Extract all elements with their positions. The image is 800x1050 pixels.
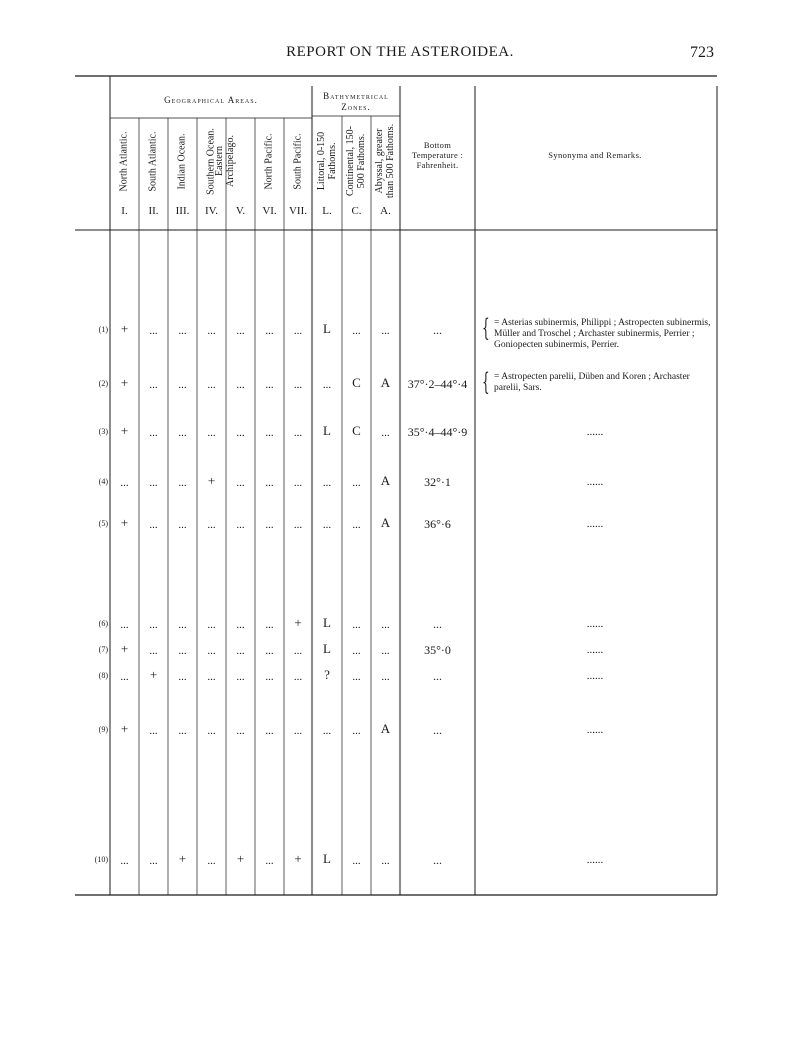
table-cell: ... [207,379,216,391]
col-littoral: Littoral, 0-150 Fathoms. [316,131,338,191]
table-cell: ... [265,619,274,631]
table-cell: A [380,473,391,488]
brace-glyph: { [482,368,490,396]
row-number: (1) [98,325,108,334]
table-cell: C [352,423,361,438]
row-number: (5) [98,519,108,528]
table-cell: ... [178,325,187,337]
col-south-atlantic: South Atlantic. [147,131,159,192]
table-cell: A [380,375,391,390]
table-cell: ... [236,519,245,531]
table-cell: ... [207,619,216,631]
table-cell: ... [207,645,216,657]
table-cell: ... [265,725,274,737]
col-southern-ocean: Southern Ocean. [205,128,217,195]
bathy-zones-header: Bathymetrical Zones. [323,91,389,112]
table-cell: ... [293,671,303,683]
table-cell: ... [265,855,274,867]
table-cell: ... [207,325,216,337]
table-cell: ... [236,619,245,631]
table-cell: ... [293,645,303,657]
table-cell: + [120,721,129,736]
remark-text: = Asterias subinermis, Philippi ; Astropecten subinermis, Müller and Troschel ; Archaster subinermis, Perrier ; Goniopecten subinermis, Perrier. [494,318,711,350]
table-cell: ... [149,725,158,737]
remarks-placeholder: ...... [586,476,604,488]
row-number: (6) [98,619,108,628]
table-cell: ... [352,855,361,867]
table-cell: ? [324,667,330,682]
table-cell: ... [120,855,129,867]
table-cell: + [120,515,129,530]
page-number: 723 [690,44,714,61]
numeral-south-atlantic: II. [148,205,159,217]
table-cell: ... [265,325,274,337]
table-cell: ... [236,379,245,391]
bottom-temperature-value: 36°·6 [424,517,451,531]
table-cell: ... [381,619,390,631]
table-cell: ... [178,477,187,489]
bottom-temperature-value: 35°·0 [424,643,451,657]
bottom-temperature-value: 37°·2–44°·4 [407,377,468,391]
table-cell: ... [207,725,216,737]
numeral-indian-ocean: III. [175,205,190,217]
table-cell: ... [178,519,187,531]
numeral-north-atlantic: I. [121,205,128,217]
numeral-south-pacific: VII. [288,205,308,217]
brace-glyph: { [482,314,490,342]
table-cell: ... [207,519,216,531]
table-cell: ... [381,325,390,337]
table-cell: ... [207,671,216,683]
bottom-temperature-value: 32°·1 [424,475,451,489]
table-cell: ... [236,427,245,439]
table-cell: ... [178,645,187,657]
table-cell: ... [265,379,274,391]
table-cell: ... [178,619,187,631]
bottom-temperature-value: ... [433,323,442,337]
remarks-placeholder: ...... [586,854,604,866]
numeral-southern-ocean: IV. [205,205,218,217]
table-cell: ... [149,619,158,631]
synonyma-remarks-header: Synonyma and Remarks. [548,150,642,160]
table-cell: ... [381,855,390,867]
remarks-placeholder: ...... [586,724,604,736]
table-cell: ... [265,645,274,657]
table-cell: + [178,851,187,866]
table-cell: ... [352,725,361,737]
table-cell: ... [207,855,216,867]
table-cell: + [207,473,216,488]
table-cell: ... [149,325,158,337]
table-cell: ... [149,477,158,489]
table-cell: ... [120,619,129,631]
bottom-temperature-value: ... [433,617,442,631]
remarks-placeholder: ...... [586,670,604,682]
row-number: (10) [94,855,108,864]
col-north-pacific: North Pacific. [263,133,275,190]
table-cell: ... [178,427,187,439]
table-cell: ... [352,519,361,531]
table-cell: ... [293,325,303,337]
table-cell: + [236,851,245,866]
remarks-placeholder: ...... [586,518,604,530]
row-number: (9) [98,725,108,734]
geo-areas-header: Geographical Areas. [164,95,258,105]
row-number: (8) [98,671,108,680]
table-cell: ... [265,427,274,439]
table-cell: + [120,375,129,390]
synonym-remark [482,314,714,351]
numeral-north-pacific: VI. [262,205,277,217]
remarks-placeholder: ...... [586,618,604,630]
table-cell: ... [120,671,129,683]
table-cell: ... [322,379,332,391]
table-cell: ... [352,645,361,657]
table-cell: L [323,423,331,438]
table-cell: + [149,667,158,682]
bottom-temperature-header: Bottom Temperature : Fahrenheit. [411,140,464,170]
bottom-temperature-value: ... [433,853,442,867]
table-cell: ... [381,671,390,683]
col-south-pacific: South Pacific. [292,133,304,190]
col-abyssal: Abyssal, greater than 500 Fathoms. [374,123,396,199]
table-cell: ... [293,477,303,489]
table-cell: C [352,375,361,390]
table-cell: ... [265,477,274,489]
numeral-littoral: L. [322,205,332,217]
table-cell: ... [149,379,158,391]
row-number: (7) [98,645,108,654]
table-cell: ... [236,645,245,657]
table-cell: ... [207,427,216,439]
table-cell: ... [149,427,158,439]
table-cell: ... [352,619,361,631]
col-continental: Continental, 150-500 Fathoms. [345,126,367,196]
table-cell: ... [322,725,332,737]
bottom-temperature-value: ... [433,669,442,683]
table-cell: ... [120,477,129,489]
numeral-abyssal: A. [380,205,391,217]
table-cell: A [380,721,391,736]
table-cell: ... [293,519,303,531]
table-cell: ... [178,725,187,737]
table-cell: L [323,321,331,336]
row-number: (2) [98,379,108,388]
numeral-continental: C. [351,205,362,217]
table-cell: ... [236,477,245,489]
table-cell: ... [265,671,274,683]
table-cell: ... [293,725,303,737]
table-cell: ... [293,379,303,391]
table-cell: ... [149,645,158,657]
table-cell: ... [178,379,187,391]
table-cell: ... [352,671,361,683]
table-cell: ... [381,645,390,657]
table-cell: ... [178,671,187,683]
table-cell: + [294,615,302,630]
numeral-eastern-archipelago: V. [235,205,246,217]
table-cell: ... [352,325,361,337]
col-eastern-archipelago: Eastern Archipelago. [214,135,236,187]
table-cell: + [120,641,129,656]
table-cell: ... [236,671,245,683]
row-number: (3) [98,427,108,436]
table-cell: ... [352,477,361,489]
table-cell: L [323,851,331,866]
table-cell: ... [293,427,303,439]
table-cell: ... [322,519,332,531]
table-cell: ... [149,855,158,867]
table-cell: ... [236,325,245,337]
bottom-temperature-value: ... [433,723,442,737]
row-number: (4) [98,477,108,486]
table-cell: ... [149,519,158,531]
col-north-atlantic: North Atlantic. [118,131,130,192]
table-cell: ... [322,477,332,489]
table-cell: L [323,615,331,630]
running-header: REPORT ON THE ASTEROIDEA. [286,44,514,60]
table-cell: ... [381,427,390,439]
bottom-temperature-value: 35°·4–44°·9 [407,425,468,439]
table-cell: + [294,851,302,866]
col-indian-ocean: Indian Ocean. [176,133,188,190]
synonym-remark [482,368,714,396]
remarks-placeholder: ...... [586,644,604,656]
table-cell: L [323,641,331,656]
remark-text: = Astropecten parelii, Düben and Koren ; Archaster parelii, Sars. [494,372,690,393]
table-cell: ... [265,519,274,531]
table-cell: A [380,515,391,530]
table-cell: ... [236,725,245,737]
table-cell: + [120,423,129,438]
table-cell: + [120,321,129,336]
remarks-placeholder: ...... [586,426,604,438]
